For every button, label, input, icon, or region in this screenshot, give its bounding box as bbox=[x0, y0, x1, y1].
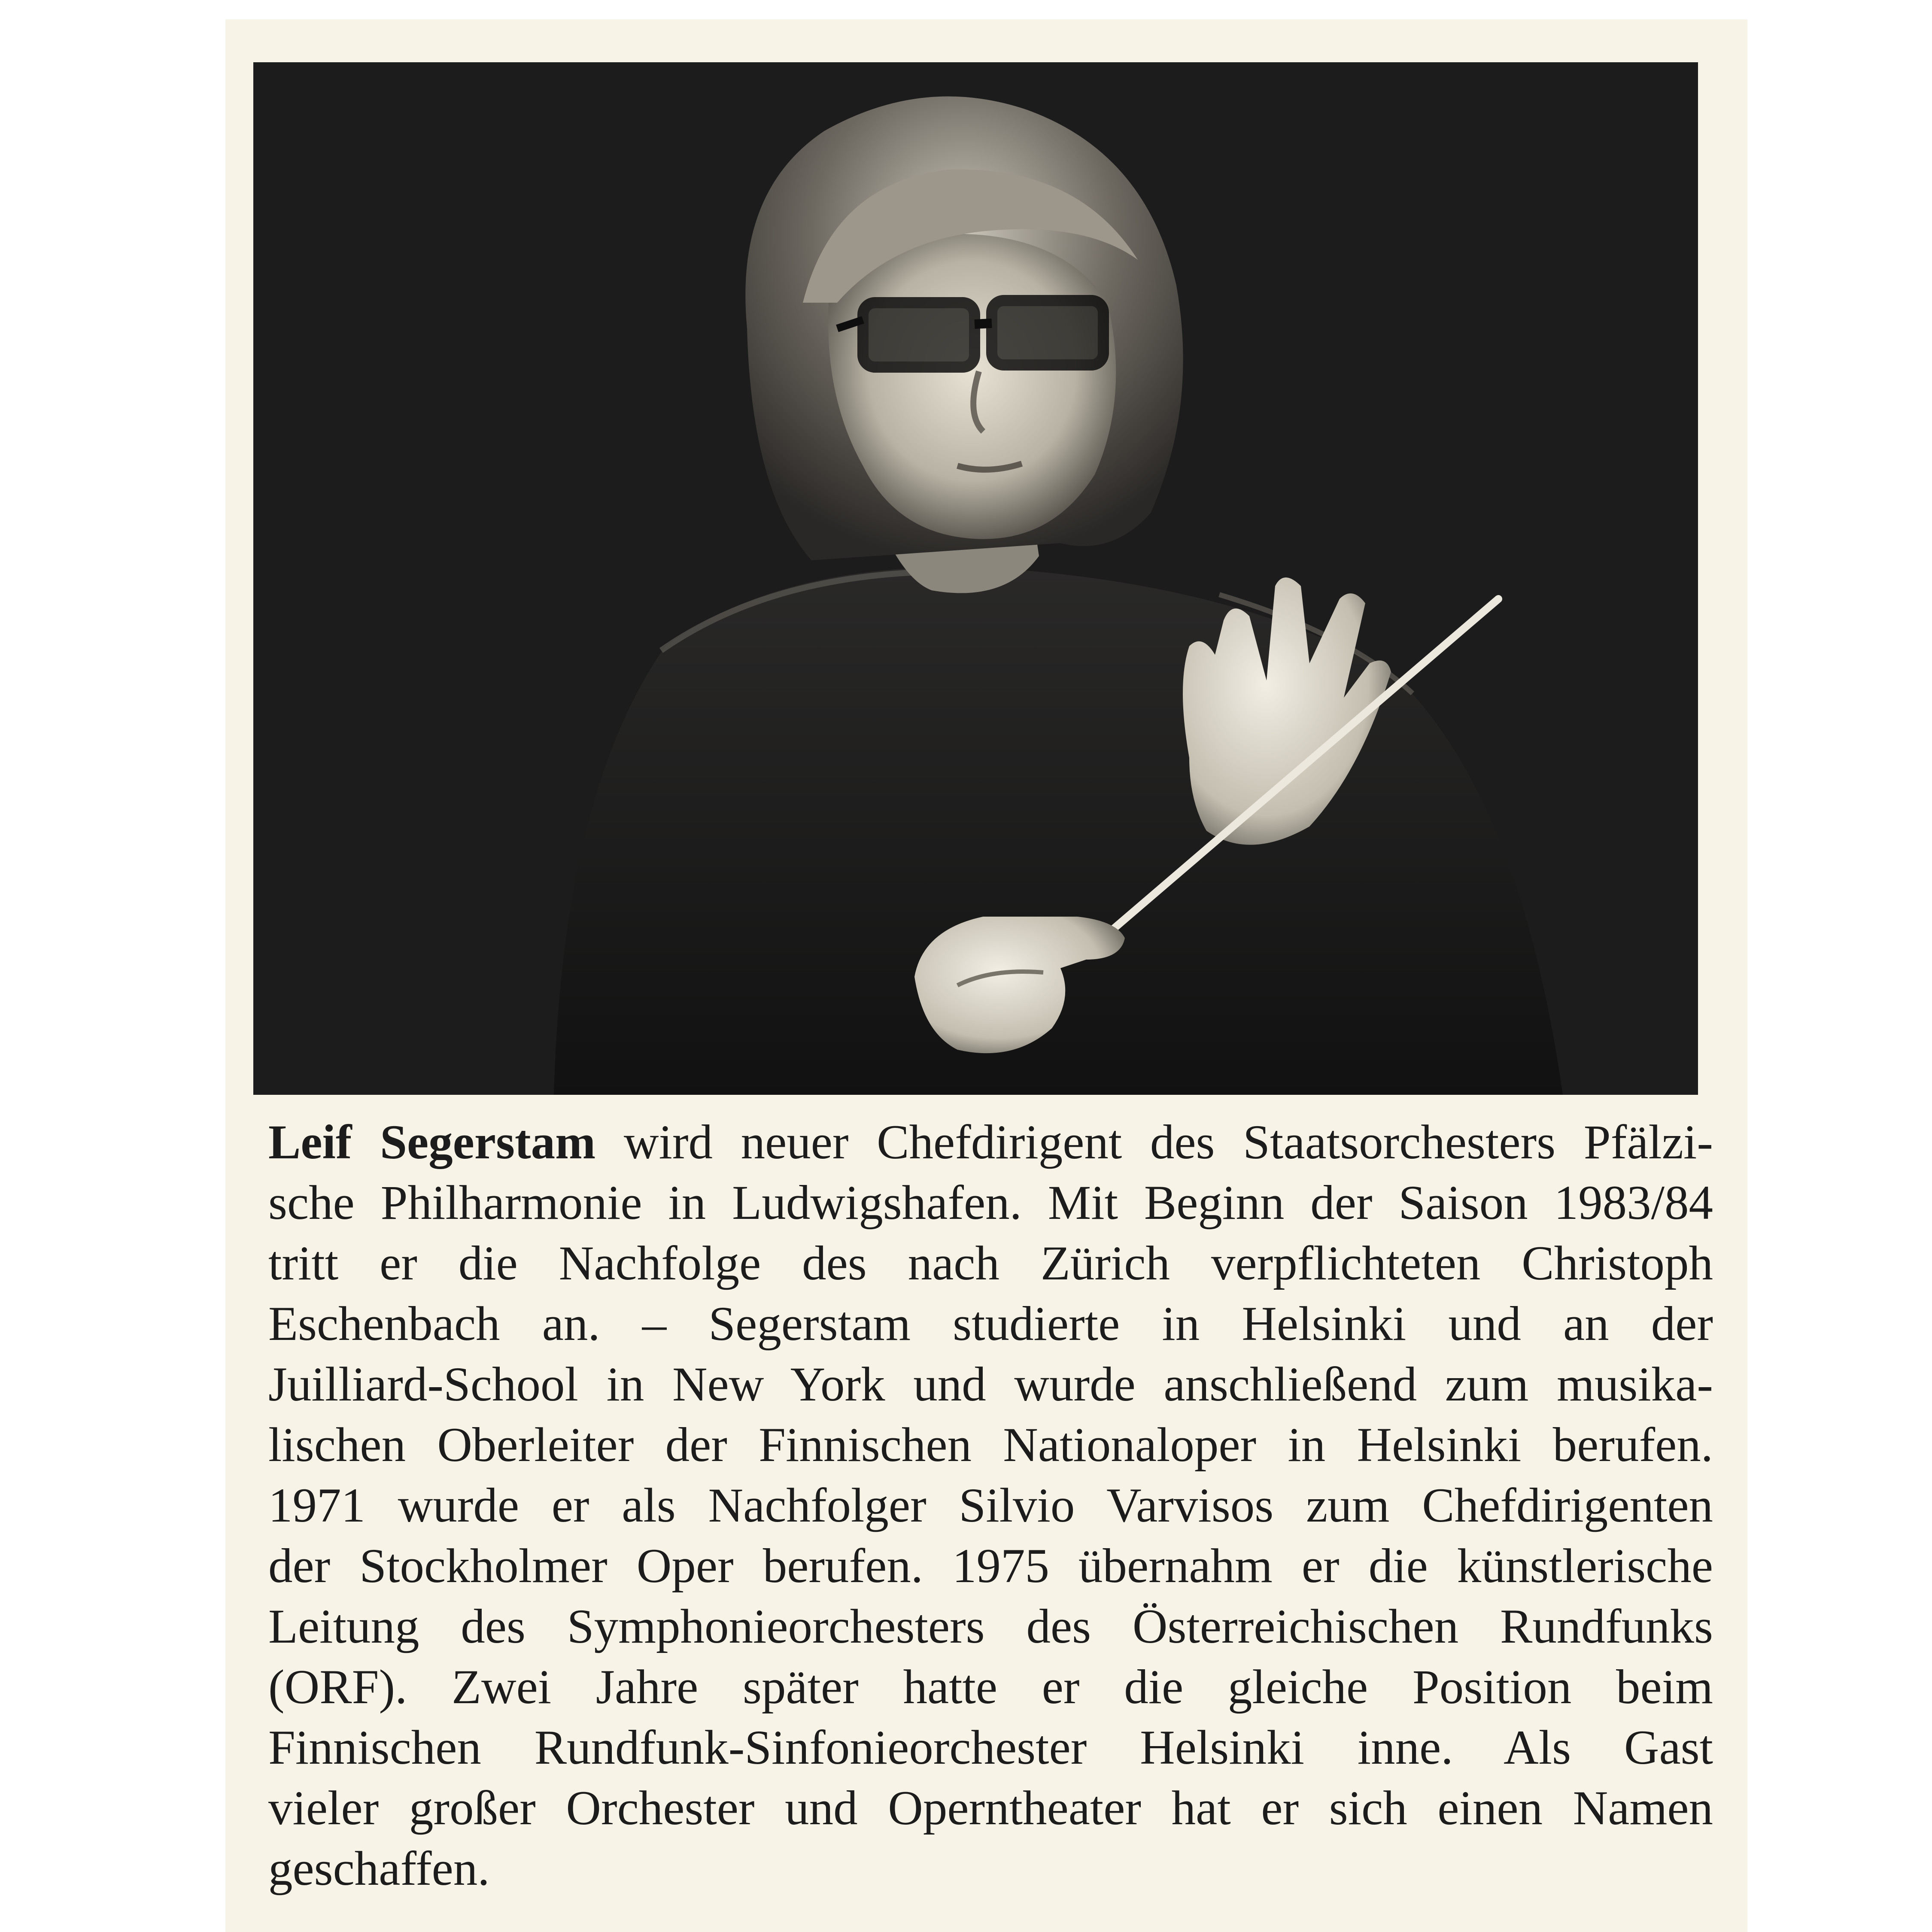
caption-line: Eschenbach an. – Segerstam studierte in Helsinki und an der bbox=[268, 1297, 1713, 1351]
caption-line: 1971 wurde er als Nachfolger Silvio Varvisos zum Chefdirigenten bbox=[268, 1479, 1713, 1532]
caption-line: lischen Oberleiter der Finnischen Nationaloper in Helsinki berufen. bbox=[268, 1418, 1713, 1472]
caption-line: sche Philharmonie in Ludwigshafen. Mit Beginn der Saison 1983/84 bbox=[268, 1176, 1713, 1230]
conductor-name: Leif Segerstam bbox=[268, 1115, 596, 1169]
conductor-photo bbox=[253, 62, 1698, 1095]
caption-line: Leif Segerstam wird neuer Chefdirigent des Staatsorchesters Pfälzi- bbox=[268, 1115, 1713, 1169]
caption-line: der Stockholmer Oper berufen. 1975 übernahm er die künstlerische bbox=[268, 1539, 1713, 1593]
caption-line: vieler großer Orchester und Operntheater hat er sich einen Namen bbox=[268, 1781, 1713, 1835]
caption-paragraph bbox=[268, 1112, 1713, 1899]
caption-line: Leitung des Symphonieorchesters des Österreichischen Rundfunks bbox=[268, 1600, 1713, 1653]
caption-line: (ORF). Zwei Jahre später hatte er die gleiche Position beim bbox=[268, 1660, 1713, 1714]
caption-line: Finnischen Rundfunk-Sinfonieorchester Helsinki inne. Als Gast bbox=[268, 1721, 1713, 1774]
caption-line: Juilliard-School in New York und wurde anschließend zum musika- bbox=[268, 1358, 1713, 1411]
caption-line: tritt er die Nachfolge des nach Zürich verpflichteten Christoph bbox=[268, 1236, 1713, 1290]
caption-line: geschaffen. bbox=[268, 1842, 490, 1896]
conductor-photo-image bbox=[253, 62, 1698, 1095]
